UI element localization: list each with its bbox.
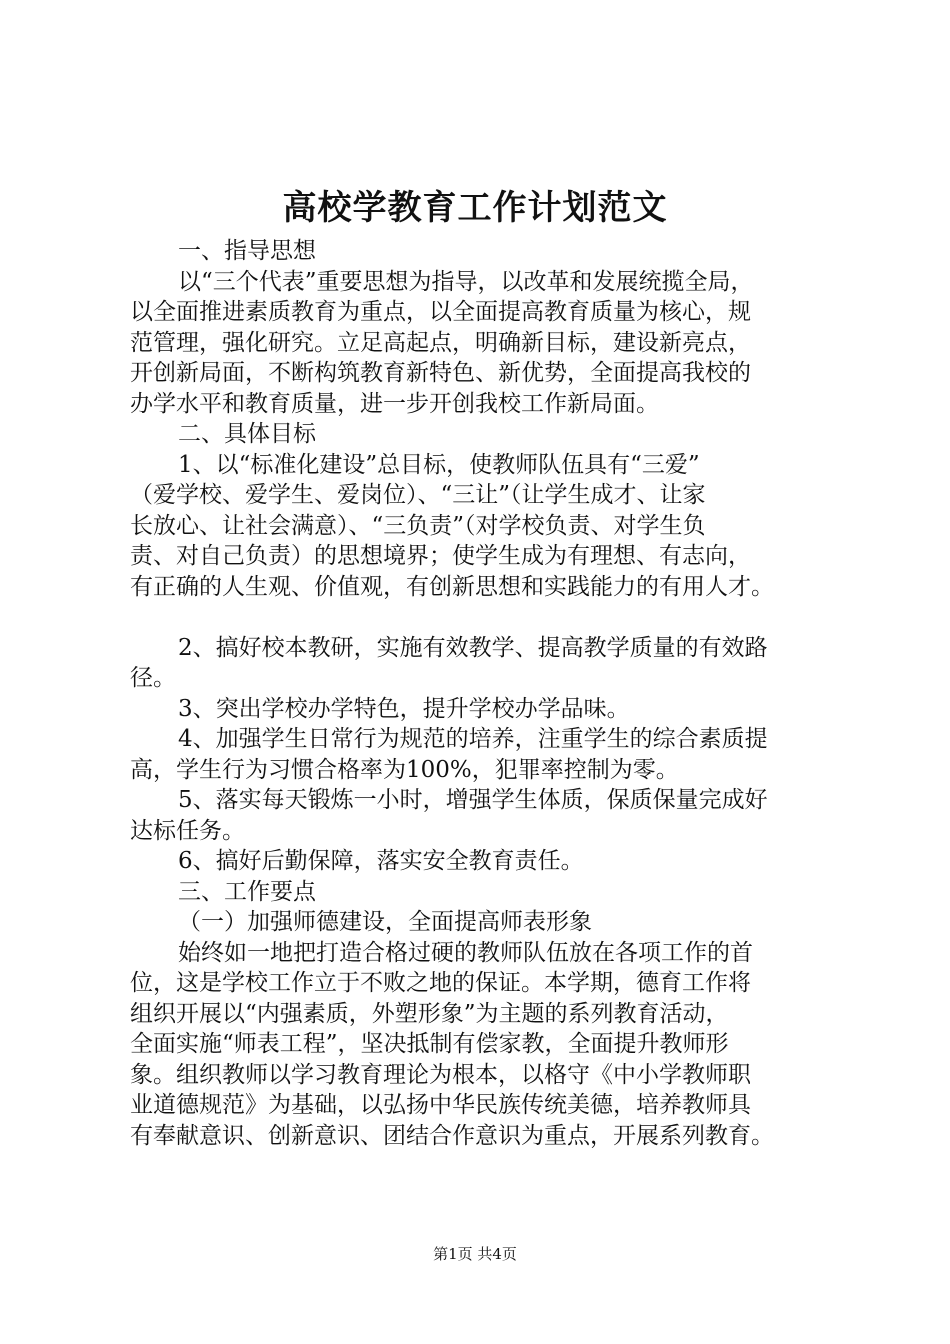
text-line: 范管理，强化研究。立足高起点，明确新目标，建设新亮点， xyxy=(130,329,751,356)
text-line: 开创新局面，不断构筑教育新特色、新优势，全面提高我校的 xyxy=(130,360,751,386)
text-line: （爱学校、爱学生、爱岗位）、“三让”（让学生成才、让家 xyxy=(130,482,706,508)
text-line: 4、加强学生日常行为规范的培养，注重学生的综合素质提 xyxy=(178,726,768,752)
text-line: 始终如一地把打造合格过硬的教师队伍放在各项工作的首 xyxy=(178,939,753,966)
text-line: 全面实施“师表工程”，坚决抵制有偿家教，全面提升教师形 xyxy=(130,1031,729,1057)
text-line: 责、对自己负责）的思想境界；使学生成为有理想、有志向， xyxy=(130,543,751,569)
text-line: 高，学生行为习惯合格率为100%，犯罪率控制为零。 xyxy=(130,756,679,783)
text-line: 2、搞好校本教研，实施有效教学、提高教学质量的有效路 xyxy=(178,634,768,661)
document-body xyxy=(130,236,830,1151)
text-line: 3、突出学校办学特色，提升学校办学品味。 xyxy=(178,695,630,722)
text-line: 一、指导思想 xyxy=(178,238,316,264)
text-line: （一）加强师德建设，全面提高师表形象 xyxy=(178,909,592,935)
text-line: 以全面推进素质教育为重点，以全面提高教育质量为核心，规 xyxy=(130,299,751,325)
text-line: 位，这是学校工作立于不败之地的保证。本学期，德育工作将 xyxy=(130,970,751,996)
text-line: 有奉献意识、创新意识、团结合作意识为重点，开展系列教育。 xyxy=(130,1122,774,1149)
text-line xyxy=(130,602,830,633)
text-line: 6、搞好后勤保障，落实安全教育责任。 xyxy=(178,848,584,874)
text-line: 业道德规范》为基础，以弘扬中华民族传统美德，培养教师具 xyxy=(130,1092,751,1118)
text-line: 达标任务。 xyxy=(130,817,245,844)
text-line: 有正确的人生观、价值观，有创新思想和实践能力的有用人才。 xyxy=(130,573,774,600)
text-line: 办学水平和教育质量，进一步开创我校工作新局面。 xyxy=(130,390,659,417)
text-line: 5、落实每天锻炼一小时，增强学生体质，保质保量完成好 xyxy=(178,787,768,813)
text-line: 三、工作要点 xyxy=(178,878,316,905)
text-line: 长放心、让社会满意）、“三负责”（对学校负责、对学生负 xyxy=(130,512,706,539)
text-line: 组织开展以“内强素质，外塑形象”为主题的系列教育活动， xyxy=(130,1000,729,1027)
text-line: 1、以“标准化建设”总目标，使教师队伍具有“三爱” xyxy=(178,451,700,478)
text-line: 以“三个代表”重要思想为指导，以改革和发展统揽全局， xyxy=(178,268,754,295)
page-footer: 第1页 共4页 xyxy=(433,1245,517,1263)
text-line: 象。组织教师以学习教育理论为根本，以格守《中小学教师职 xyxy=(130,1061,751,1088)
document-title: 高校学教育工作计划范文 xyxy=(282,188,668,228)
text-line: 径。 xyxy=(130,665,176,691)
text-line: 二、具体目标 xyxy=(178,421,316,447)
